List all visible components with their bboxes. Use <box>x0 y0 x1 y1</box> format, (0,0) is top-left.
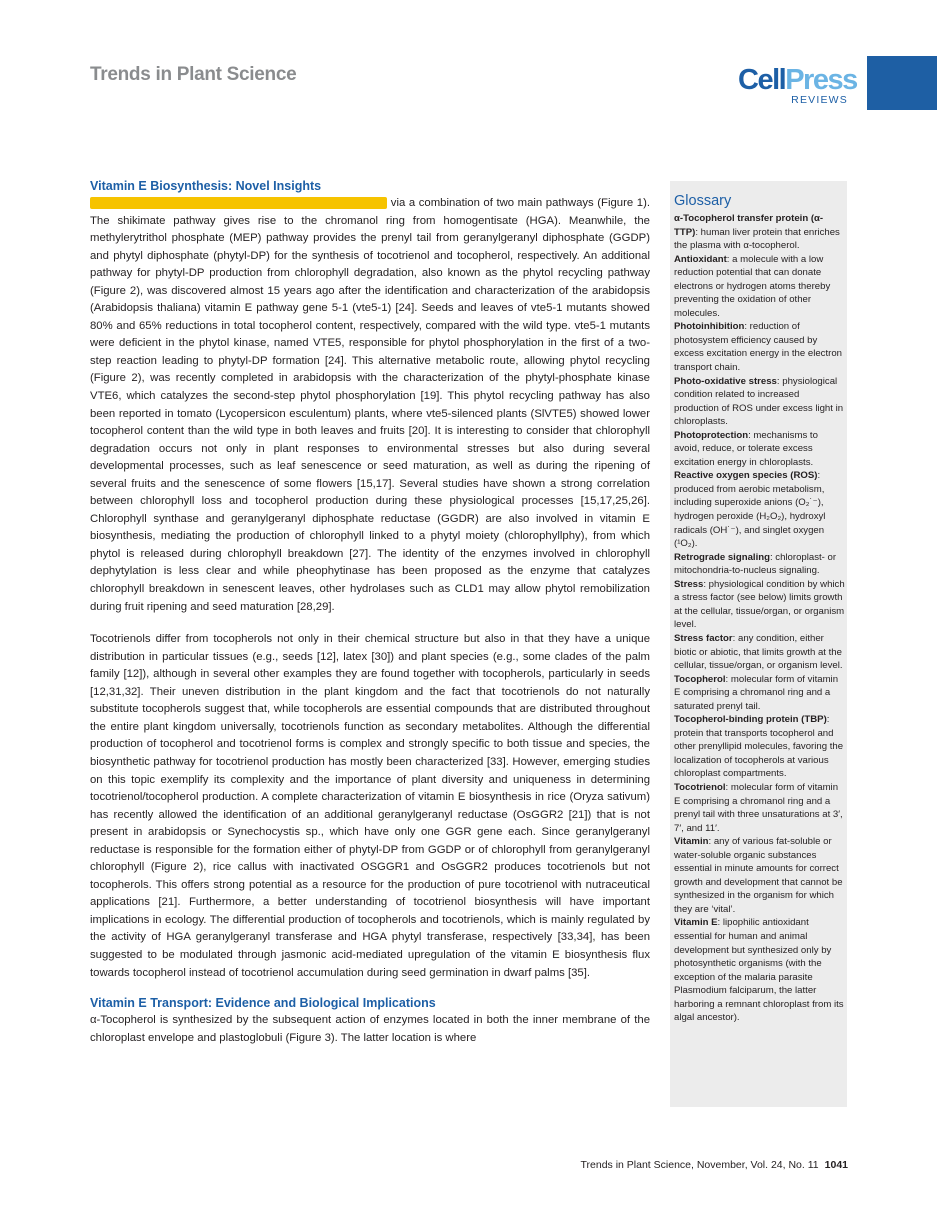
glossary-term: Tocotrienol <box>674 781 726 793</box>
glossary-entry <box>674 469 845 550</box>
glossary-title: Glossary <box>674 193 732 209</box>
glossary-entry <box>674 781 845 835</box>
glossary-entry <box>674 713 845 781</box>
glossary-term: Tocopherol-binding protein (TBP) <box>674 714 827 726</box>
main-column <box>90 178 650 1047</box>
glossary-definition: : human liver protein that enriches the plasma with α-tocopherol. <box>674 226 840 252</box>
glossary-list <box>674 212 845 1025</box>
glossary-definition: : molecular form of vitamin E comprising a chromanol ring and a prenyl tail with three unsaturations at 3′, 7′, and 11′. <box>674 781 843 834</box>
glossary-entry <box>674 212 845 253</box>
paragraph-transport-1: α-Tocopherol is synthesized by the subsequent action of enzymes located in both the inner membrane of the chloroplast envelope and plastoglobuli (Figure 3). The latter location is where <box>90 1014 650 1044</box>
logo-reviews: REVIEWS <box>791 94 848 106</box>
glossary-term: Stress <box>674 578 704 590</box>
glossary-definition: : reduction of photosystem efficiency caused by excess excitation energy in the electron transport chain. <box>674 321 842 374</box>
glossary-term: α-Tocopherol transfer protein (α-TTP) <box>674 213 824 238</box>
cellpress-logo[interactable] <box>738 64 857 108</box>
glossary-term: Photo-oxidative stress <box>674 375 777 387</box>
glossary-entry <box>674 835 845 916</box>
glossary-entry <box>674 320 845 374</box>
glossary-entry <box>674 375 845 429</box>
glossary-term: Vitamin E <box>674 917 718 929</box>
glossary-entry <box>674 673 845 714</box>
glossary-entry <box>674 632 845 673</box>
glossary-term: Photoinhibition <box>674 321 745 333</box>
glossary-definition: : physiological condition by which a stress factor (see below) limits growth at the cellular, tissue/organ, or organism level. <box>674 578 845 631</box>
paragraph-biosynthesis-1 <box>90 195 650 616</box>
paragraph-biosynthesis-2: Tocotrienols differ from tocopherols not only in their chemical structure but also in that they have a unique distribution in particular tissues (e.g., seeds [12], latex [30]) and plant species (e.g., some clades of the palm family [12]), although in several other examples they are found together with tocopherols, particularly in seeds [12,31,32]. Their uneven distribution in the plant kingdom and the fact that tocotrienols do not naturally substitute tocopherols suggest that, while tocopherols are essential compounds that are distributed throughout the entire plant kingdom universally, tocotrienols function as secondary metabolites. Although the differential production of tocopherol and tocotrienol forms is complex and strongly specific to both tissue and species, the biosynthetic pathway for tocotrienol production has mostly been characterized [33]. However, emerging studies on this topic exemplify its complexity and the importance of plant diversity and uniqueness in determining tocotrienol/tocopherol production. A complete characterization of vitamin E biosynthesis in rice (Oryza sativum) has recently allowed the identification of an additional geranylgeranyl reductase (OsGGR2 [21]) that is not present in arabidopsis or Synechocystis sp., which have only one GGR gene each. Since geranylgeranyl reductase is responsible for the formation either of phytyl-DP from GGDP or of chlorophyll from geranylgeranyl chlorophyll (Figure 2), rice callus with inactivated OSGGR1 and OsGGR2 produces tocotrienols but not tocopherols. This offers strong potential as a resource for the production of pure tocotrienol with nutraceutical applications [21]. Furthermore, a better understanding of tocotrienol biosynthesis will have important implications in ecology. The differential production of tocopherols and tocotrienols, which is mainly regulated by the activity of HGA geranylgeranyl transferase and HGA phytyl transferase, respectively [33,34], has been suggested to be modulated through jasmonic acid-mediated upregulation of the vitamin E biosynthesis flux towards tocopherol instead of tocotrienol accumulation during seed germination in dwarf palms [35]. <box>90 633 650 979</box>
logo-press: Press <box>785 64 857 96</box>
highlight-mark <box>90 197 387 209</box>
glossary-definition: : lipophilic antioxidant essential for human and animal development but synthesized only by photosynthetic organisms (with the exception of the malaria parasite Plasmodium falciparum, the latter harboring a remnant chloroplast from its algal ancestor). <box>674 917 844 1024</box>
glossary-definition: : physiological condition related to increased production of ROS under excess light in chloroplasts. <box>674 375 844 428</box>
glossary-term: Stress factor <box>674 632 733 644</box>
glossary-term: Tocopherol <box>674 673 726 685</box>
glossary-definition: : chloroplast- or mitochondria-to-nucleus signaling. <box>674 551 837 577</box>
section-heading-biosynthesis: Vitamin E Biosynthesis: Novel Insights <box>90 179 322 193</box>
page-footer <box>581 1159 849 1171</box>
glossary-definition: : any of various fat-soluble or water-soluble organic substances essential in minute amounts for correct growth and development that cannot be synthesized in the organism for which they are ‘vital’. <box>674 836 843 915</box>
glossary-definition: : a molecule with a low reduction potential that can donate electrons or hydrogen atoms thereby preventing the oxidation of other molecules. <box>674 253 831 319</box>
glossary-definition: : molecular form of vitamin E comprising a chromanol ring and a saturated prenyl tail. <box>674 673 839 712</box>
glossary-term: Retrograde signaling <box>674 551 770 563</box>
glossary-entry <box>674 429 845 470</box>
glossary-definition: : mechanisms to avoid, reduce, or tolerate excess excitation energy in chloroplasts. <box>674 429 818 468</box>
logo-cell: Cell <box>738 64 786 96</box>
page-number: 1041 <box>824 1159 848 1171</box>
glossary-term: Reactive oxygen species (ROS) <box>674 470 818 482</box>
glossary-box <box>670 181 847 1107</box>
glossary-entry <box>674 916 845 1024</box>
corner-color-block <box>867 56 937 110</box>
glossary-term: Vitamin <box>674 836 709 848</box>
footer-citation: Trends in Plant Science, November, Vol. 24, No. 11 <box>580 1159 819 1171</box>
glossary-term: Photoprotection <box>674 429 749 441</box>
glossary-entry <box>674 578 845 632</box>
glossary-definition: : protein that transports tocopherol and other prenyllipid molecules, favoring the localization of tocopherols at various chloroplast compartments. <box>674 714 844 780</box>
glossary-entry <box>674 551 845 578</box>
glossary-term: Antioxidant <box>674 253 727 265</box>
journal-title: Trends in Plant Science <box>90 64 297 85</box>
section-heading-transport: Vitamin E Transport: Evidence and Biological Implications <box>90 996 436 1011</box>
glossary-entry <box>674 253 845 321</box>
paragraph-text: via a combination of two main pathways (Figure 1). The shikimate pathway gives rise to the chromanol ring from homogentisate (HGA). Meanwhile, the methylerytrithol phosphate (MEP) pathway provides the prenyl tail from geranylgeranyl diphosphate (GGDP) and phytyl diphosphate (phytyl-DP) for the synthesis of tocotrienol and tocopherol, respectively. An additional pathway for phytyl-DP production from chlorophyll degradation, also known as the phytol recycling pathway (Figure 2), was discovered almost 15 years ago after the identification and characterization of the arabidopsis (Arabidopsis thaliana) vitamin E pathway gene 5-1 (vte5-1) [24]. Seeds and leaves of vte5-1 mutants showed 80% and 65% reductions in total tocopherol content, respectively, compared with the wild type. vte5-1 mutants were deficient in the phytol kinase, named VTE5, responsible for phytol phosphorylation in the first of a two-step reaction leading to phytyl-DP formation [24]. This alternative metabolic route, allowing phytol recycling (Figure 2), was recently completed in arabidopsis with the characterization of the phytyl-phosphate kinase VTE6, which catalyzes the second-step phytol phosphorylation [19]. This phytol recycling pathway has also been reported in tomato (Lycopersicon esculentum) plants, where vte5-silenced plants (SlVTE5) showed lower tocopherol content than the wild type in both leaves and fruits [20]. It is interesting to consider that chlorophyll degradation occurs not only in plant responses to environmental stresses but also during several developmental processes, such as leaf senescence or seed maturation, as well as during the ripening of several fruits and the senescence of some flowers [15,17]. Several studies have shown a strong correlation between chlorophyll loss and tocopherol production during these physiological processes [15,17,25,26]. Chlorophyll synthase and geranylgeranyl diphosphate reductase (GGDR) are also involved in vitamin E biosynthesis, mediating the production of chlorophyll linked to a phytyl moiety (chlorophyllphy), from which phytol is released during chlorophyll breakdown [27]. The identity of the enzymes involved in chlorophyll dephytylation is less clear and while pheophytinase has been proposed as the enzyme that catalyzes chlorophyll breakdown in senescent leaves, other hydrolases such as CLD1 may allow phytol remobilization during fruit ripening and seed maturation [28,29]. <box>90 197 650 613</box>
glossary-definition: : any condition, either biotic or abiotic, that limits growth at the cellular, tissue/organ, or organism level. <box>674 632 843 672</box>
glossary-definition: : produced from aerobic metabolism, including superoxide anions (O₂˙⁻), hydrogen peroxide (H₂O₂), hydroxyl radicals (OH˙⁻), and singlet oxygen (¹O₂). <box>674 470 826 550</box>
